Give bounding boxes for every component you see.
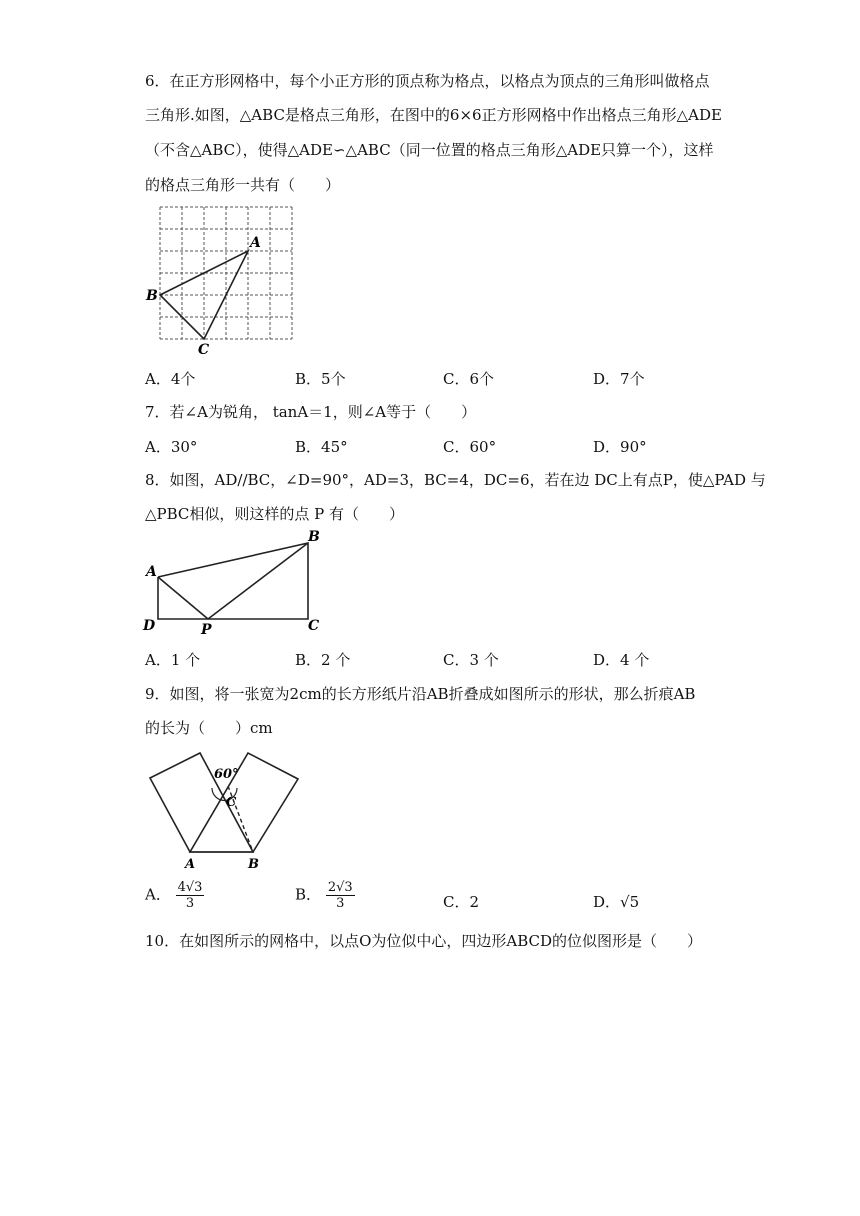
q9-option-b-fraction <box>326 880 355 911</box>
q8-text-line1: 8．如图，AD//BC，∠D=90°，AD=3，BC=4，DC=6，若在边 DC上有点P，使△PAD 与 <box>145 471 766 489</box>
q7-option-a[interactable]: A．30° <box>145 438 198 456</box>
q9-option-b-numerator: 2√3 <box>327 880 353 895</box>
q9-option-d-label: D． <box>593 893 621 911</box>
q6-label-a: A <box>250 235 261 251</box>
q9-option-b-label: B． <box>295 885 322 904</box>
q7-option-b[interactable]: B．45° <box>295 438 348 456</box>
q9-option-a-label: A． <box>145 885 171 904</box>
q8-option-b[interactable]: B．2 个 <box>295 651 351 669</box>
q6-option-d[interactable]: D．7个 <box>593 370 645 388</box>
q9-text-line1: 9．如图，将一张宽为2cm的长方形纸片沿AB折叠成如图所示的形状，那么折痕AB <box>145 685 696 703</box>
q8-label-p: P <box>201 622 212 638</box>
q9-option-b-denominator: 3 <box>336 896 345 911</box>
q8-option-a[interactable]: A．1 个 <box>145 651 201 669</box>
q8-text-line2: △PBC相似，则这样的点 P 有（ ） <box>145 505 405 523</box>
q9-option-d-value: √5 <box>620 893 640 911</box>
q6-option-a[interactable]: A．4个 <box>145 370 196 388</box>
q9-option-a-fraction <box>176 880 205 911</box>
q6-text-line1: 6．在正方形网格中，每个小正方形的顶点称为格点，以格点为顶点的三角形叫做格点 <box>145 72 710 90</box>
q9-angle-label: 60° <box>214 767 239 782</box>
q9-option-a-numerator: 4√3 <box>177 880 203 895</box>
q6-text-line2: 三角形.如图，△ABC是格点三角形，在图中的6×6正方形网格中作出格点三角形△ADE <box>145 106 722 124</box>
q8-trapezoid-figure <box>140 526 330 640</box>
q9-option-a[interactable] <box>145 880 204 911</box>
q10-stem: 10．在如图所示的网格中，以点O为位似中心，四边形ABCD的位似图形是（ ） <box>145 932 703 950</box>
q9-label-c: C <box>226 795 237 810</box>
q6-grid-figure <box>140 200 300 360</box>
q6-text-line4: 的格点三角形一共有（ ） <box>145 176 341 194</box>
q7-stem: 7．若∠A为锐角， tanA＝1，则∠A等于（ ） <box>145 403 477 421</box>
q7-option-d[interactable]: D．90° <box>593 438 647 456</box>
q6-text-line3: （不含△ABC），使得△ADE∽△ABC（同一位置的格点三角形△ADE只算一个），这样 <box>145 141 714 159</box>
q8-option-c[interactable]: C．3 个 <box>443 651 499 669</box>
q7-option-c[interactable]: C．60° <box>443 438 497 456</box>
q9-text-line2: 的长为（ ）cm <box>145 719 273 737</box>
q6-label-c: C <box>198 342 210 358</box>
q6-option-c[interactable]: C．6个 <box>443 370 495 388</box>
q9-option-b[interactable] <box>295 880 355 911</box>
q8-label-a: A <box>146 564 157 580</box>
q8-label-b: B <box>308 529 320 545</box>
q8-label-c: C <box>308 618 320 634</box>
q6-label-b: B <box>146 288 158 304</box>
q9-label-a: A <box>185 857 196 872</box>
q6-option-b[interactable]: B．5个 <box>295 370 346 388</box>
q9-folded-paper-figure <box>140 748 310 872</box>
q9-label-b: B <box>248 857 259 872</box>
q9-option-c[interactable]: C．2 <box>443 893 480 911</box>
q9-option-a-denominator: 3 <box>185 896 195 911</box>
q9-option-d[interactable] <box>593 891 639 912</box>
q8-label-d: D <box>143 618 156 634</box>
q8-option-d[interactable]: D．4 个 <box>593 651 650 669</box>
